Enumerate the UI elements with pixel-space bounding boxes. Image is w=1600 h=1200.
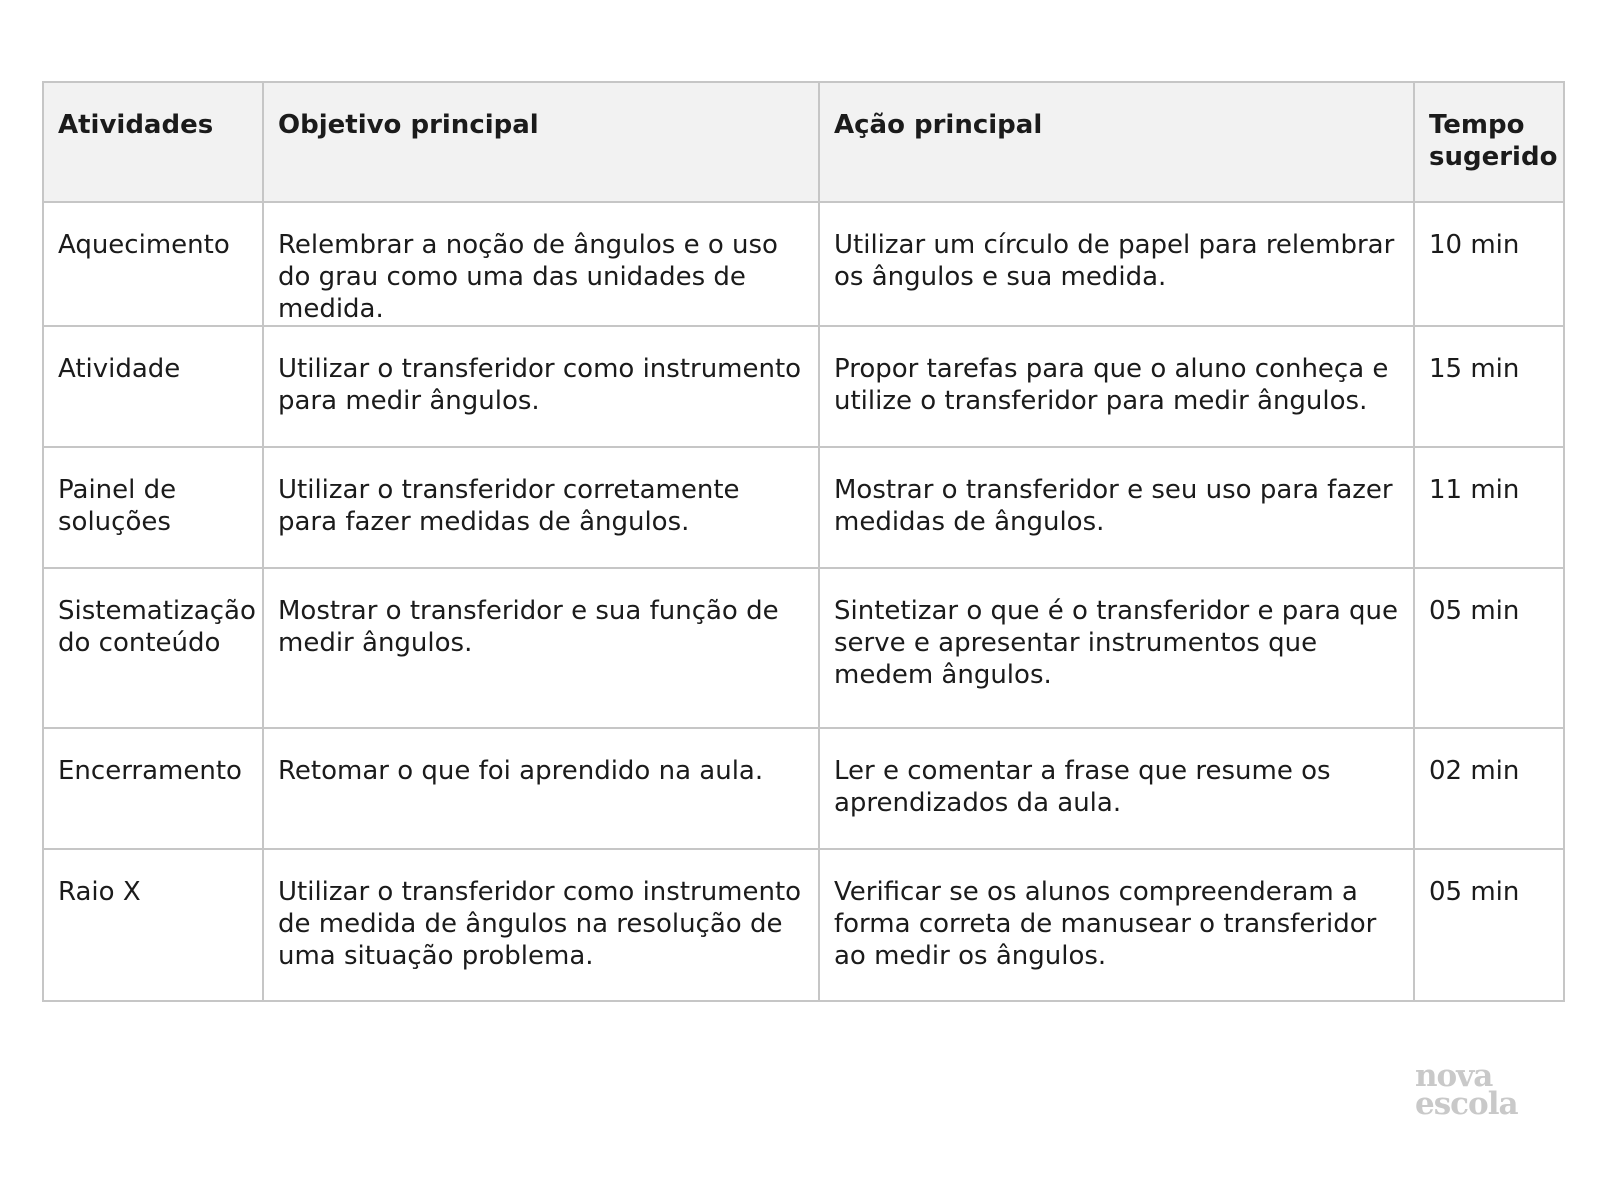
cell-acao: Utilizar um círculo de papel para relembrar os ângulos e sua medida. (819, 202, 1414, 326)
table-row (43, 202, 1564, 326)
header-acao-principal: Ação principal (819, 82, 1414, 202)
cell-atividade: Aquecimento (43, 202, 263, 326)
cell-objetivo: Utilizar o transferidor como instrumento de medida de ângulos na resolução de uma situação problema. (263, 849, 819, 1001)
cell-tempo: 15 min (1414, 326, 1564, 447)
logo-line-escola: escola (1415, 1086, 1518, 1122)
header-tempo-sugerido: Tempo sugerido (1414, 82, 1564, 202)
cell-acao: Propor tarefas para que o aluno conheça e utilize o transferidor para medir ângulos. (819, 326, 1414, 447)
table-row (43, 849, 1564, 1001)
nova-escola-logo (1415, 1058, 1535, 1122)
logo-line-nova: nova (1415, 1058, 1493, 1094)
cell-objetivo: Mostrar o transferidor e sua função de medir ângulos. (263, 568, 819, 728)
cell-atividade: Encerramento (43, 728, 263, 849)
cell-acao: Ler e comentar a frase que resume os aprendizados da aula. (819, 728, 1414, 849)
cell-tempo: 05 min (1414, 849, 1564, 1001)
table-row (43, 568, 1564, 728)
table-row (43, 447, 1564, 568)
cell-tempo: 02 min (1414, 728, 1564, 849)
cell-objetivo: Relembrar a noção de ângulos e o uso do grau como uma das unidades de medida. (263, 202, 819, 326)
cell-objetivo: Utilizar o transferidor como instrumento para medir ângulos. (263, 326, 819, 447)
lesson-plan-table (42, 81, 1565, 1002)
cell-atividade: Atividade (43, 326, 263, 447)
header-atividades: Atividades (43, 82, 263, 202)
table-header-row (43, 82, 1564, 202)
cell-atividade: Painel de soluções (43, 447, 263, 568)
cell-tempo: 05 min (1414, 568, 1564, 728)
cell-acao: Verificar se os alunos compreenderam a forma correta de manusear o transferidor ao medir os ângulos. (819, 849, 1414, 1001)
cell-atividade: Raio X (43, 849, 263, 1001)
cell-tempo: 11 min (1414, 447, 1564, 568)
table-row (43, 728, 1564, 849)
cell-acao: Sintetizar o que é o transferidor e para que serve e apresentar instrumentos que medem ângulos. (819, 568, 1414, 728)
cell-acao: Mostrar o transferidor e seu uso para fazer medidas de ângulos. (819, 447, 1414, 568)
cell-tempo: 10 min (1414, 202, 1564, 326)
cell-objetivo: Utilizar o transferidor corretamente para fazer medidas de ângulos. (263, 447, 819, 568)
cell-objetivo: Retomar o que foi aprendido na aula. (263, 728, 819, 849)
table-row (43, 326, 1564, 447)
cell-atividade: Sistematização do conteúdo (43, 568, 263, 728)
header-objetivo-principal: Objetivo principal (263, 82, 819, 202)
